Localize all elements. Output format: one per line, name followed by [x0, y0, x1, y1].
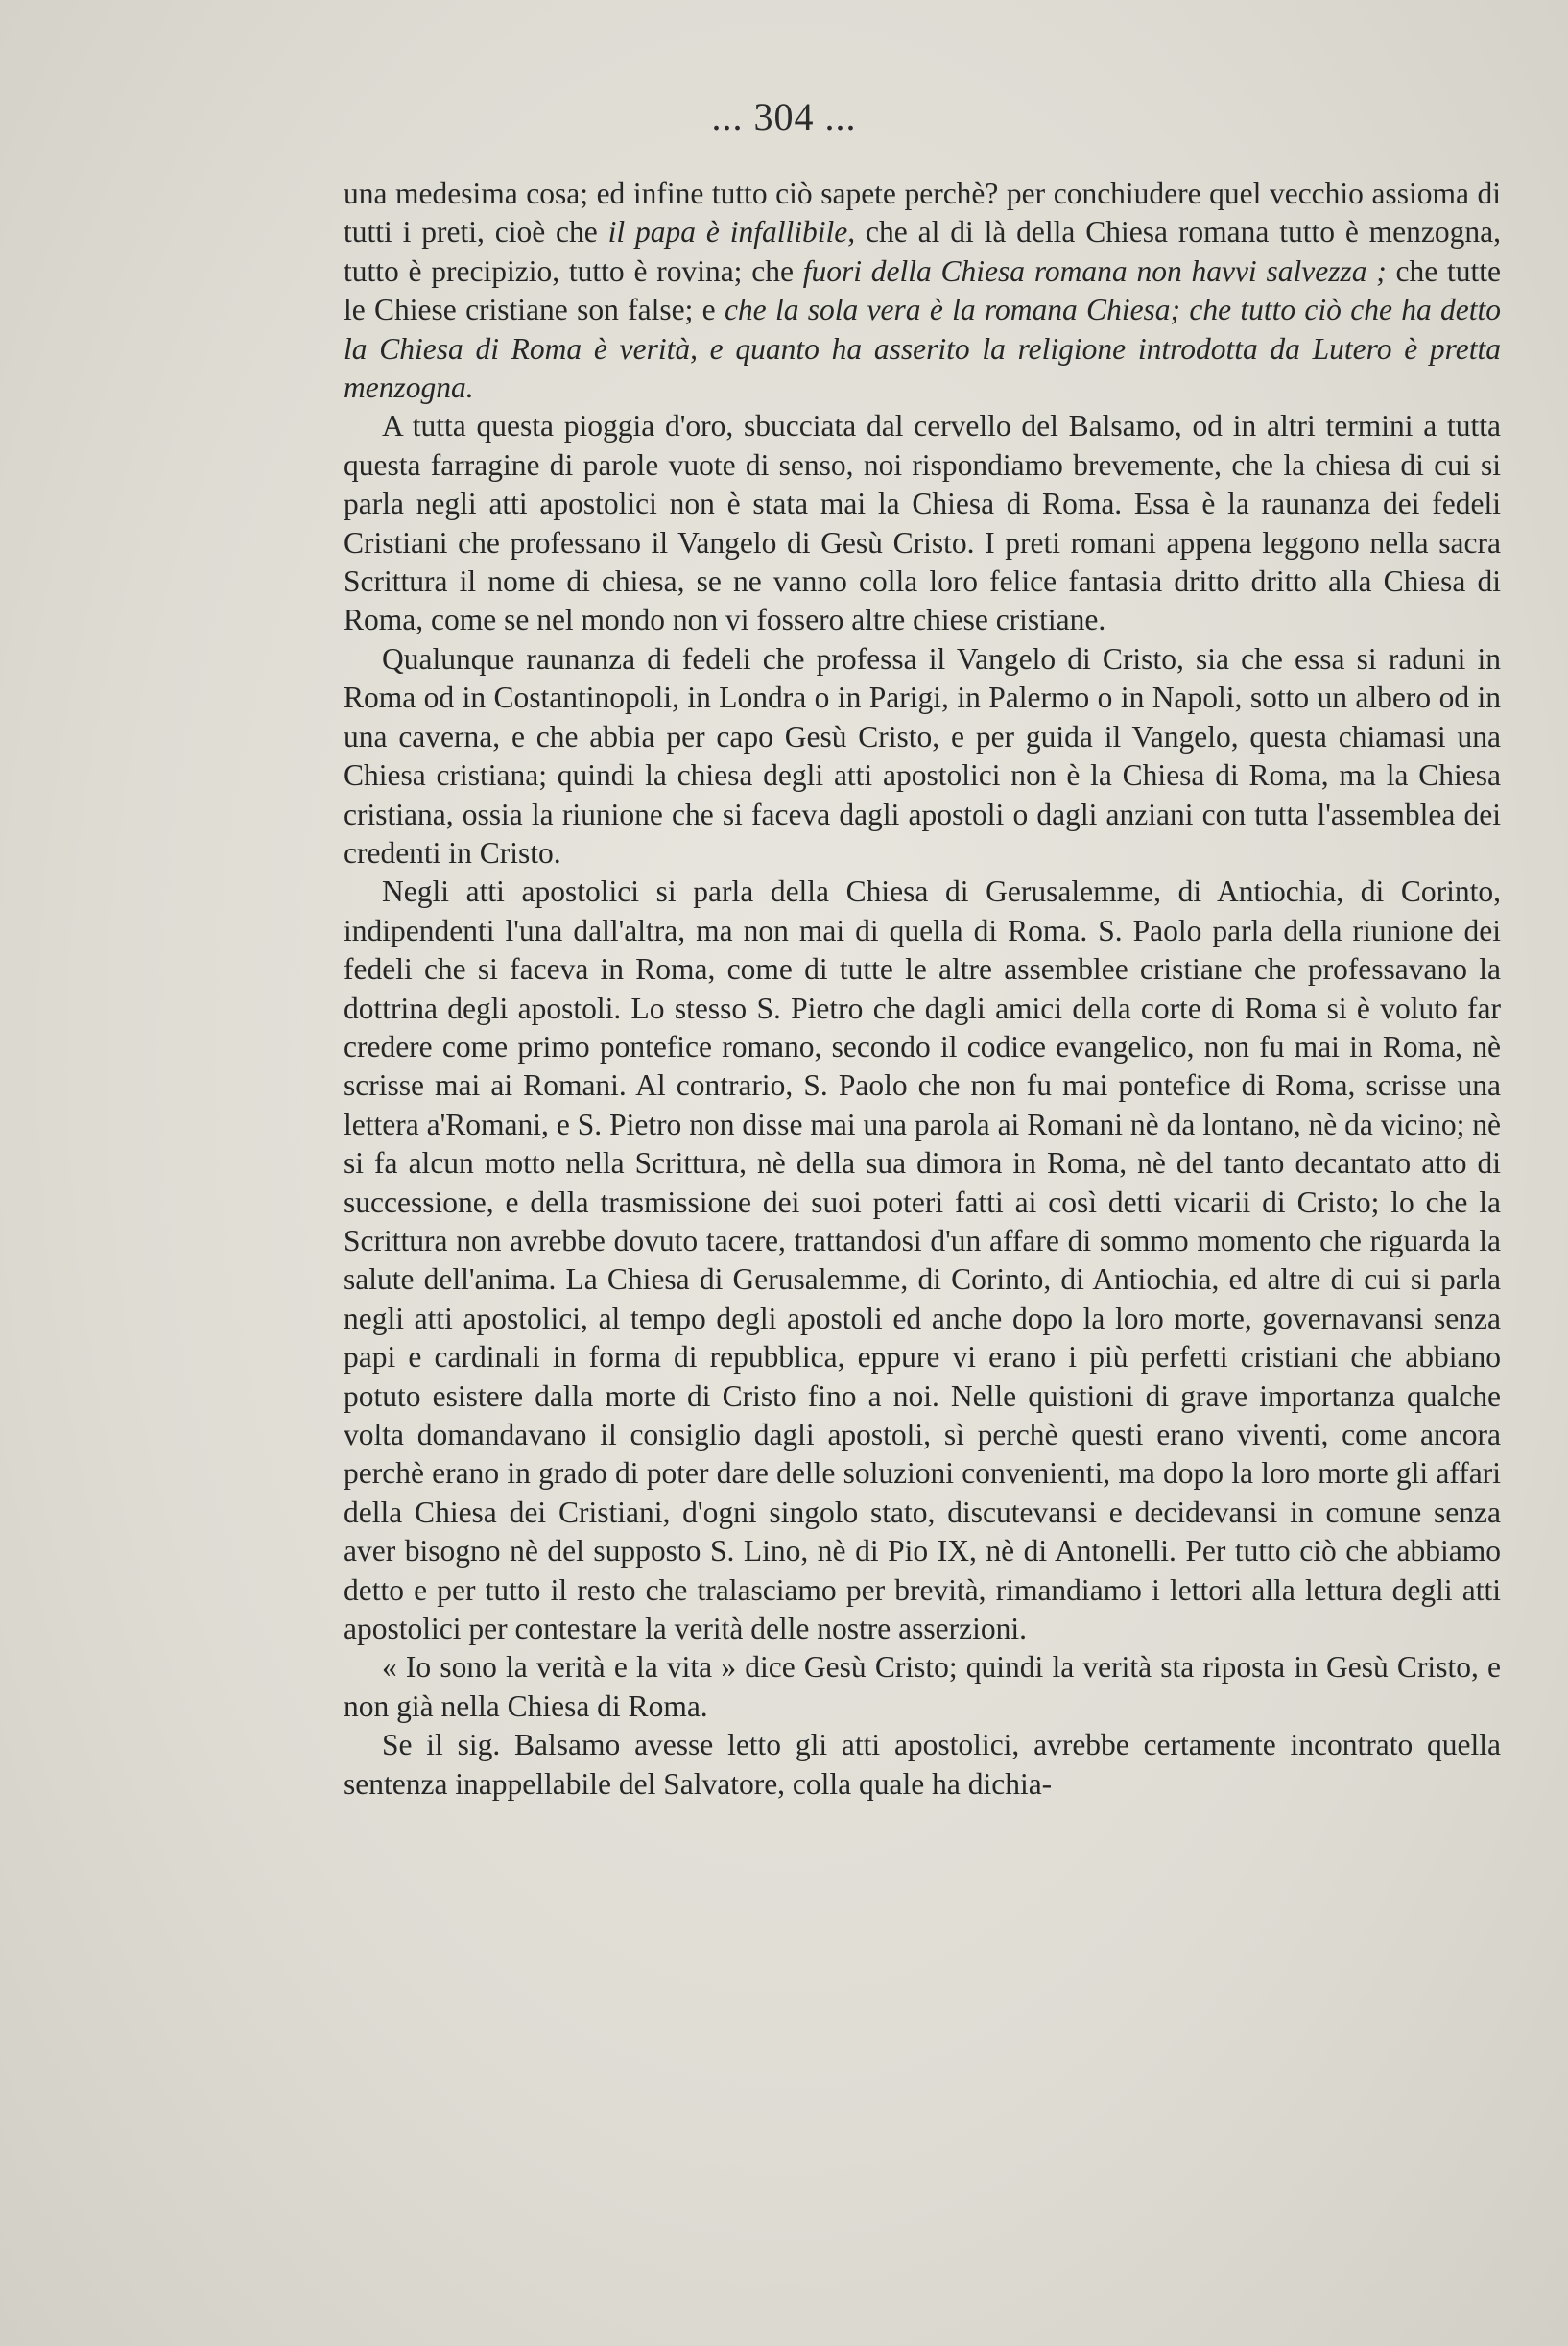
- body-text: [344, 175, 1501, 1804]
- paragraph: [344, 1726, 1501, 1804]
- paragraph: [344, 640, 1501, 873]
- italic-text: il papa è infallibile,: [607, 215, 856, 250]
- text-run: « Io sono la verità e la vita » dice Gesù Cristo; quindi la verità sta riposta in Gesù Cristo, e non già nella Chiesa di Roma.: [344, 1650, 1501, 1723]
- text-run: che al di là della Chiesa romana tutto è menzogna, tutto è precipizio, tutto è rovina; che: [344, 215, 1502, 288]
- paragraph: [344, 1648, 1501, 1726]
- text-run: A tutta questa pioggia d'oro, sbucciata dal cervello del Balsamo, od in altri termini a tutta questa farragine di parole vuote di senso, noi rispondiamo brevemente, che la chiesa di cui si parla negli atti apostolici non è stata mai la Chiesa di Roma. Essa è la raunanza dei fedeli Cristiani che professano il Vangelo di Gesù Cristo. I preti romani appena leggono nella sacra Scrittura il nome di chiesa, se ne vanno colla loro felice fantasia dritto dritto alla Chiesa di Roma, come se nel mondo non vi fossero altre chiese cristiane.: [344, 409, 1501, 637]
- text-run: Se il sig. Balsamo avesse letto gli atti apostolici, avrebbe certamente incontrato quella sentenza inappellabile del Salvatore, colla quale ha dichia-: [344, 1728, 1501, 1801]
- page-number: ... 304 ...: [711, 95, 857, 138]
- text-run: una medesima cosa; ed infine tutto ciò sapete perchè? per conchiudere quel vecchio assioma di tutti i preti, cioè che: [344, 177, 1501, 250]
- paragraph: [344, 175, 1501, 407]
- text-run: Qualunque raunanza di fedeli che professa il Vangelo di Cristo, sia che essa si raduni in Roma od in Costantinopoli, in Londra o in Parigi, in Palermo o in Napoli, sotto un albero od in una caverna, e che abbia per capo Gesù Cristo, e per guida il Vangelo, questa chiamasi una Chiesa cristiana; quindi la chiesa degli atti apostolici non è la Chiesa di Roma, ma la Chiesa cristiana, ossia la riunione che si faceva dagli apostoli o dagli anziani con tutta l'assemblea dei credenti in Cristo.: [344, 641, 1501, 870]
- text-run: Negli atti apostolici si parla della Chiesa di Gerusalemme, di Antiochia, di Corinto, indipendenti l'una dall'altra, ma non mai di quella di Roma. S. Paolo parla della riunione dei fedeli che si faceva in Roma, come di tutte le altre assemblee cristiane che professavano la dottrina degli apostoli. Lo stesso S. Pietro che dagli amici della corte di Roma si è voluto far credere come primo pontefice romano, secondo il codice evangelico, non fu mai in Roma, nè scrisse mai ai Romani. Al contrario, S. Paolo che non fu mai pontefice di Roma, scrisse una lettera a'Romani, e S. Pietro non disse mai una parola ai Romani nè da lontano, nè da vicino; nè si fa alcun motto nella Scrittura, nè della sua dimora in Roma, nè del tanto decantato atto di successione, e della trasmissione dei suoi poteri fatti ai così detti vicarii di Cristo; lo che la Scrittura non avrebbe dovuto tacere, trattandosi d'un affare di sommo momento che riguarda la salute dell'anima. La Chiesa di Gerusalemme, di Corinto, di Antiochia, ed altre di cui si parla negli atti apostolici, al tempo degli apostoli ed anche dopo la loro morte, governavansi senza papi e cardinali in forma di repubblica, eppure vi erano i più perfetti cristiani che abbiano potuto esistere dalla morte di Cristo fino a noi. Nelle quistioni di grave importanza qualche volta domandavano il consiglio dagli apostoli, sì perchè questi erano viventi, come ancora perchè erano in grado di poter dare delle soluzioni convenienti, ma dopo la loro morte gli affari della Chiesa dei Cristiani, d'ogni singolo stato, discutevansi e decidevansi in comune senza aver bisogno nè del supposto S. Lino, nè di Pio IX, nè di Antonelli. Per tutto ciò che abbiamo detto e per tutto il resto che tralasciamo per brevità, rimandiamo i lettori alla lettura degli atti apostolici per contestare la verità delle nostre asserzioni.: [344, 874, 1501, 1646]
- italic-text: fuori della Chiesa romana non havvi salvezza ;: [802, 253, 1387, 288]
- text-run: che tutte le Chiese cristiane son false; e: [344, 253, 1501, 327]
- italic-text: che la sola vera è la romana Chiesa; che tutto ciò che ha detto la Chiesa di Roma è verità, e quanto ha asserito la religione introdotta da Lutero è pretta menzogna.: [344, 293, 1502, 405]
- paragraph: [344, 407, 1501, 639]
- paragraph: [344, 873, 1501, 1648]
